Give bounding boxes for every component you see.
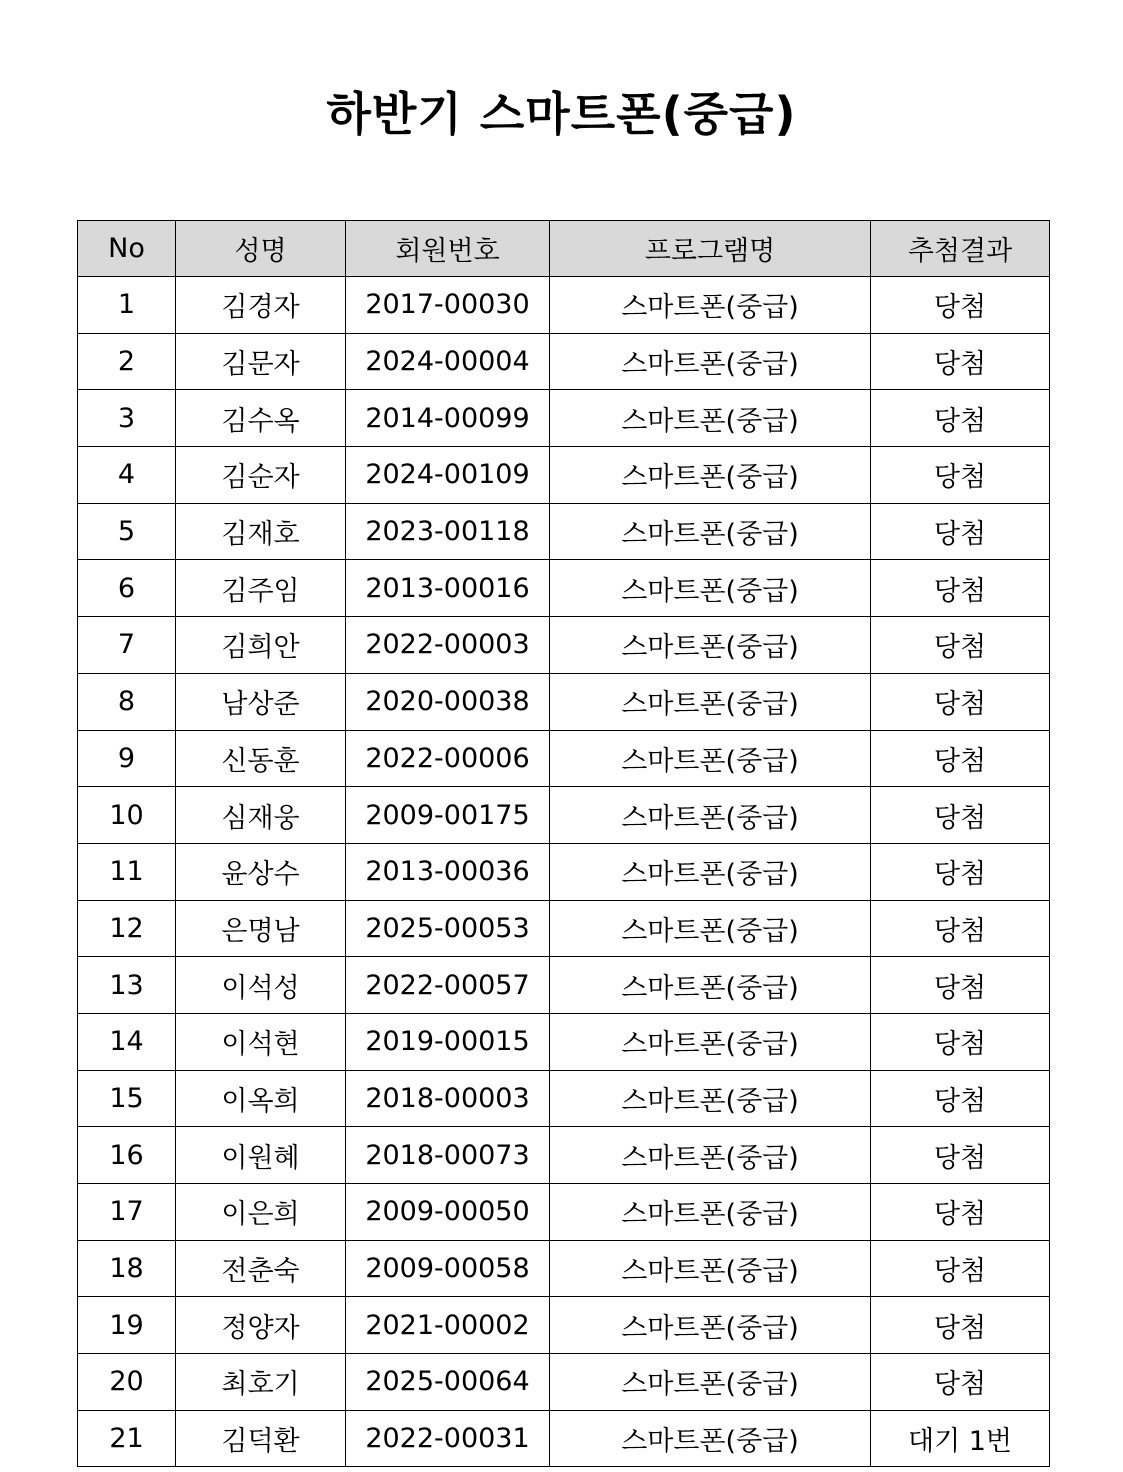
cell-no: 8	[78, 673, 176, 730]
cell-result: 당첨	[871, 957, 1050, 1014]
cell-name: 이옥희	[176, 1070, 346, 1127]
cell-name: 이석성	[176, 957, 346, 1014]
cell-program: 스마트폰(중급)	[550, 1240, 871, 1297]
table-header-row	[78, 221, 1050, 277]
cell-result: 당첨	[871, 503, 1050, 560]
table-row	[78, 1240, 1050, 1297]
cell-member-id: 2020-00038	[346, 673, 550, 730]
cell-no: 11	[78, 843, 176, 900]
table-row	[78, 957, 1050, 1014]
cell-member-id: 2018-00073	[346, 1127, 550, 1184]
cell-program: 스마트폰(중급)	[550, 787, 871, 844]
cell-member-id: 2019-00015	[346, 1013, 550, 1070]
cell-program: 스마트폰(중급)	[550, 843, 871, 900]
column-header-program: 프로그램명	[550, 221, 871, 277]
table-row	[78, 1127, 1050, 1184]
cell-member-id: 2022-00057	[346, 957, 550, 1014]
cell-member-id: 2024-00004	[346, 333, 550, 390]
column-header-no: No	[78, 221, 176, 277]
cell-no: 1	[78, 277, 176, 334]
cell-name: 김주임	[176, 560, 346, 617]
cell-program: 스마트폰(중급)	[550, 277, 871, 334]
table-row	[78, 673, 1050, 730]
table-row	[78, 277, 1050, 334]
cell-member-id: 2018-00003	[346, 1070, 550, 1127]
table-row	[78, 333, 1050, 390]
cell-member-id: 2025-00064	[346, 1354, 550, 1411]
cell-result: 당첨	[871, 673, 1050, 730]
cell-no: 10	[78, 787, 176, 844]
cell-member-id: 2022-00006	[346, 730, 550, 787]
table-row	[78, 1070, 1050, 1127]
cell-name: 김순자	[176, 447, 346, 504]
cell-program: 스마트폰(중급)	[550, 447, 871, 504]
cell-name: 김재호	[176, 503, 346, 560]
column-header-result: 추첨결과	[871, 221, 1050, 277]
results-table	[77, 220, 1050, 1467]
table-row	[78, 1013, 1050, 1070]
table-row	[78, 390, 1050, 447]
cell-program: 스마트폰(중급)	[550, 1410, 871, 1467]
cell-no: 14	[78, 1013, 176, 1070]
cell-no: 7	[78, 617, 176, 674]
cell-result: 당첨	[871, 617, 1050, 674]
cell-program: 스마트폰(중급)	[550, 900, 871, 957]
cell-member-id: 2014-00099	[346, 390, 550, 447]
cell-program: 스마트폰(중급)	[550, 1013, 871, 1070]
cell-no: 6	[78, 560, 176, 617]
cell-member-id: 2017-00030	[346, 277, 550, 334]
table-row	[78, 900, 1050, 957]
cell-member-id: 2024-00109	[346, 447, 550, 504]
cell-result: 당첨	[871, 900, 1050, 957]
cell-program: 스마트폰(중급)	[550, 560, 871, 617]
cell-member-id: 2009-00175	[346, 787, 550, 844]
cell-name: 정양자	[176, 1297, 346, 1354]
cell-program: 스마트폰(중급)	[550, 503, 871, 560]
cell-result: 당첨	[871, 1184, 1050, 1241]
table-row	[78, 1354, 1050, 1411]
cell-member-id: 2022-00003	[346, 617, 550, 674]
cell-program: 스마트폰(중급)	[550, 1354, 871, 1411]
cell-result: 당첨	[871, 277, 1050, 334]
cell-no: 20	[78, 1354, 176, 1411]
cell-program: 스마트폰(중급)	[550, 390, 871, 447]
cell-no: 18	[78, 1240, 176, 1297]
cell-result: 당첨	[871, 730, 1050, 787]
cell-program: 스마트폰(중급)	[550, 730, 871, 787]
cell-no: 13	[78, 957, 176, 1014]
cell-result: 당첨	[871, 1070, 1050, 1127]
page-title: 하반기 스마트폰(중급)	[326, 87, 797, 141]
cell-name: 김문자	[176, 333, 346, 390]
cell-no: 16	[78, 1127, 176, 1184]
cell-no: 3	[78, 390, 176, 447]
cell-program: 스마트폰(중급)	[550, 1127, 871, 1184]
cell-program: 스마트폰(중급)	[550, 617, 871, 674]
cell-program: 스마트폰(중급)	[550, 673, 871, 730]
cell-no: 21	[78, 1410, 176, 1467]
table-body	[78, 277, 1050, 1467]
cell-name: 은명남	[176, 900, 346, 957]
cell-member-id: 2009-00050	[346, 1184, 550, 1241]
table-row	[78, 560, 1050, 617]
cell-result: 당첨	[871, 1240, 1050, 1297]
cell-no: 19	[78, 1297, 176, 1354]
cell-result: 당첨	[871, 390, 1050, 447]
cell-no: 12	[78, 900, 176, 957]
cell-result: 당첨	[871, 1013, 1050, 1070]
cell-name: 이은희	[176, 1184, 346, 1241]
cell-result: 당첨	[871, 843, 1050, 900]
cell-program: 스마트폰(중급)	[550, 957, 871, 1014]
cell-program: 스마트폰(중급)	[550, 1184, 871, 1241]
cell-member-id: 2013-00016	[346, 560, 550, 617]
table-row	[78, 503, 1050, 560]
cell-result: 당첨	[871, 1354, 1050, 1411]
cell-member-id: 2013-00036	[346, 843, 550, 900]
table-row	[78, 617, 1050, 674]
cell-member-id: 2009-00058	[346, 1240, 550, 1297]
cell-no: 4	[78, 447, 176, 504]
cell-no: 9	[78, 730, 176, 787]
column-header-name: 성명	[176, 221, 346, 277]
cell-name: 심재웅	[176, 787, 346, 844]
cell-member-id: 2023-00118	[346, 503, 550, 560]
cell-name: 신동훈	[176, 730, 346, 787]
cell-result: 당첨	[871, 1297, 1050, 1354]
cell-member-id: 2025-00053	[346, 900, 550, 957]
table-row	[78, 730, 1050, 787]
table-row	[78, 1297, 1050, 1354]
table-row	[78, 787, 1050, 844]
cell-result: 당첨	[871, 560, 1050, 617]
cell-no: 17	[78, 1184, 176, 1241]
column-header-member-id: 회원번호	[346, 221, 550, 277]
cell-result: 당첨	[871, 447, 1050, 504]
cell-name: 김경자	[176, 277, 346, 334]
cell-name: 전춘숙	[176, 1240, 346, 1297]
cell-no: 5	[78, 503, 176, 560]
cell-name: 김덕환	[176, 1410, 346, 1467]
cell-name: 최호기	[176, 1354, 346, 1411]
table-row	[78, 1410, 1050, 1467]
cell-member-id: 2022-00031	[346, 1410, 550, 1467]
table-row	[78, 447, 1050, 504]
cell-name: 남상준	[176, 673, 346, 730]
cell-name: 김희안	[176, 617, 346, 674]
cell-name: 이석현	[176, 1013, 346, 1070]
cell-no: 15	[78, 1070, 176, 1127]
cell-result: 당첨	[871, 333, 1050, 390]
cell-name: 윤상수	[176, 843, 346, 900]
cell-program: 스마트폰(중급)	[550, 1070, 871, 1127]
cell-member-id: 2021-00002	[346, 1297, 550, 1354]
cell-result: 당첨	[871, 787, 1050, 844]
cell-result: 당첨	[871, 1127, 1050, 1184]
cell-program: 스마트폰(중급)	[550, 333, 871, 390]
table-row	[78, 843, 1050, 900]
cell-name: 김수옥	[176, 390, 346, 447]
table-row	[78, 1184, 1050, 1241]
cell-name: 이원혜	[176, 1127, 346, 1184]
cell-no: 2	[78, 333, 176, 390]
cell-program: 스마트폰(중급)	[550, 1297, 871, 1354]
cell-result: 대기 1번	[871, 1410, 1050, 1467]
